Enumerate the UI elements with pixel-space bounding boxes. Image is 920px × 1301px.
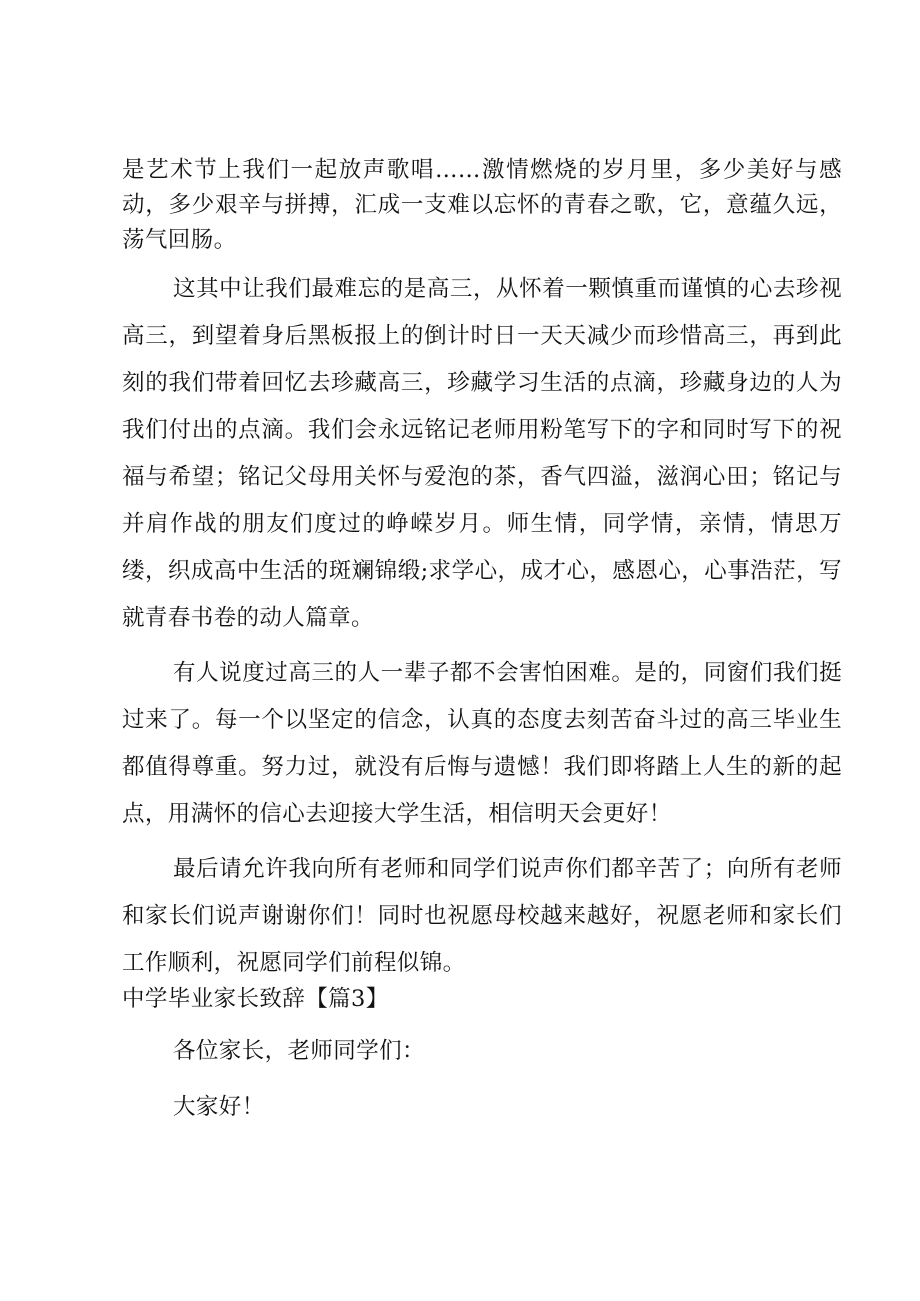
document-body: [122, 153, 842, 1127]
paragraph-2: 这其中让我们最难忘的是高三，从怀着一颗慎重而谨慎的心去珍视高三，到望着身后黑板报上的倒计时日一天天减少而珍惜高三，再到此刻的我们带着回忆去珍藏高三，珍藏学习生活的点滴，珍藏身边的人为我们付出的点滴。我们会永远铭记老师用粉笔写下的字和同时写下的祝福与希望；铭记父母用关怀与爱泡的茶，香气四溢，滋润心田；铭记与并肩作战的朋友们度过的峥嵘岁月。师生情，同学情，亲情，情思万缕，织成高中生活的斑斓锦缎;求学心，成才心，感恩心，心事浩茫，写就青春书卷的动人篇章。: [122, 276, 842, 631]
paragraph-1: 是艺术节上我们一起放声歌唱……激情燃烧的岁月里，多少美好与感动，多少艰辛与拼搏，汇成一支难以忘怀的青春之歌，它，意蕴久远，荡气回肠。: [122, 157, 842, 253]
section-heading: 中学毕业家长致辞【篇3】: [122, 986, 389, 1012]
paragraph-3: 有人说度过高三的人一辈子都不会害怕困难。是的，同窗们我们挺过来了。每一个以坚定的信念，认真的态度去刻苦奋斗过的高三毕业生都值得尊重。努力过，就没有后悔与遗憾！我们即将踏上人生的新的起点，用满怀的信心去迎接大学生活，相信明天会更好！: [122, 660, 842, 827]
greeting: 大家好！: [173, 1094, 265, 1120]
salutation: 各位家长，老师同学们：: [173, 1038, 425, 1064]
paragraph-4: 最后请允许我向所有老师和同学们说声你们都辛苦了；向所有老师和家长们说声谢谢你们！同时也祝愿母校越来越好，祝愿老师和家长们工作顺利，祝愿同学们前程似锦。: [122, 856, 842, 976]
